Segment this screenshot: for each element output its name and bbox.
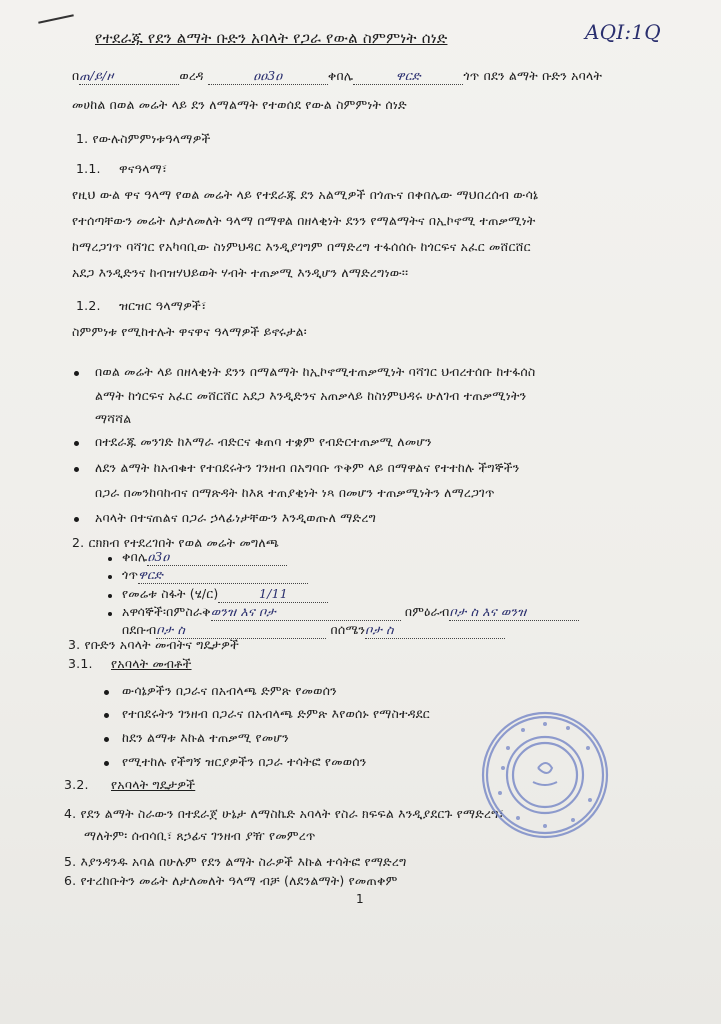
intro-line-2: መሀከል በወል መሬት ላይ ደን ለማልማት የተወሰደ የውል ስምምነት ሰነድ <box>72 97 407 112</box>
numbered-item-5: 5. እያንዳንዱ አባል በሁሉም የደን ልማት ስራዎች እኩል ተሳትፎ የማድረግ <box>64 854 407 869</box>
kebele-label: ቀበሌ <box>122 549 148 564</box>
got-field: ዋርድ <box>138 567 308 584</box>
region-field: ጠ/ይ/ዞ <box>79 68 179 85</box>
bullet-line: አባላት በተናጠልና በጋራ ኃላፊነታቸውን እንዲወጡለ ማድረግ <box>95 510 377 525</box>
numbered-item-4: 4. የደን ልማት ስራውን በተደራጀ ሁኔታ ለማስኬድ አባላት የስራ ክፍፍል እንዲያደርጉ የማድረግ፣ <box>64 806 505 821</box>
bullet-dot <box>108 612 112 616</box>
bullet-line: በጋራ በመንከባከብና በማጽዳት ከእጸ ተጠያቂነት ነጻ በመሆን ተጠቃሚነትን ለማረጋገጥ <box>95 485 495 500</box>
intro-line-1-rest: ጎጥ በደን ልማት ቡድን አባላት <box>463 68 603 83</box>
numbered-item-6: 6. የተረከቡትን መሬት ለታለመለት ዓላማ ብቻ (ለደንልማት) የመጠቀም <box>64 873 398 888</box>
bullet-dot <box>74 441 79 446</box>
got-field: ዋርድ <box>353 68 463 85</box>
kebele-label: ቀበሌ <box>327 68 354 83</box>
reference-number: AQI:1Q <box>585 20 661 44</box>
rights-item: የሚተከሉ የችግኝ ዝርያዎችን በጋራ ተሳትፎ የመወሰን <box>122 754 367 769</box>
page-number: 1 <box>356 892 364 906</box>
section-1-2-number: 1.2. <box>76 298 101 313</box>
bullet-dot <box>104 713 109 718</box>
prefix-ba: በ <box>72 68 80 83</box>
pen-mark <box>38 14 74 23</box>
west-label: በምዕራብ <box>404 604 450 619</box>
west-field: ቦታ ስ እና ወንዝ <box>449 604 579 621</box>
paragraph-line: የተሰጣቸውን መሬት ለታለመለት ዓላማ በማዋል በዘላቂነት ደንን የማልማትና በኢኮኖሚ ተጠቃሚነት <box>72 213 536 228</box>
north-field: ቦታ ስ <box>365 622 505 639</box>
bullet-line: ልማት ከጎርፍና አፈር መሸርሸር አደጋ እንዲድንና አጠቃላይ ከስነምህዳሩ ሁለገብ ተጠቃሚነትን <box>95 388 527 403</box>
intro-line-1 <box>72 68 602 85</box>
bullet-dot <box>108 557 112 561</box>
bullet-dot <box>108 594 112 598</box>
area-field: 1/11 <box>218 586 328 603</box>
east-field: ወንዝ እና ቦታ <box>211 604 401 621</box>
boundaries-label: አዋሳኞች፡በምስራቅ <box>122 604 211 619</box>
area-row <box>122 586 328 603</box>
section-3-1-title: የአባላት መብቶች <box>111 656 192 671</box>
bullet-dot <box>74 467 79 472</box>
area-label: የመሬቱ ስፋት (ሄ/ር) <box>122 586 219 601</box>
section-1-1-number: 1.1. <box>76 161 101 176</box>
section-3-2-number: 3.2. <box>64 777 89 792</box>
bullet-dot <box>108 575 112 579</box>
got-label: ጎጥ <box>122 567 139 582</box>
paragraph-line: አደጋ እንዲድንና ከብዝሃህይወት ሃብት ተጠቃሚ እንዲሆን ለማድረግነው፡፡ <box>72 265 409 280</box>
numbered-item-4-continued: ማለትም፡ ሰብሳቢ፣ ጸኃፊና ገንዘብ ያዥ የመምረጥ <box>84 828 316 843</box>
bullet-line: ማሻሻል <box>95 411 132 426</box>
woreda-label: ወረዳ <box>179 68 204 83</box>
bullet-line: በተደራጁ መንገድ ከእማራ ብድርና ቁጠባ ተቋም የብድርተጠቃሚ ለመሆን <box>95 434 432 449</box>
paragraph-line: የዚህ ውል ዋና ዓላማ የወል መሬት ላይ የተደራጁ ደን አልሚዎች በጎጡና በቀበሌው ማህበረሰብ ውሳኔ <box>72 187 539 202</box>
bullet-dot <box>74 371 79 376</box>
document-title: የተደራጁ የደን ልማት ቡድን አባላት የጋራ የውል ስምምነት ሰነድ <box>95 29 448 47</box>
section-1-2-intro: ስምምነቱ የሚከተሉት ዋናዋና ዓላማዎች ይኖሩታል፡ <box>72 324 307 339</box>
section-3-heading: 3. የቡድን አባላት መብትና ግዴታዎች <box>68 637 240 652</box>
section-1-heading: 1. የውሉስምምነቱዓላማዎች <box>76 131 211 146</box>
section-2-heading: 2. ርክክብ የተደረገበት የወል መሬት መግለጫ <box>72 535 280 550</box>
bullet-line: በወል መሬት ላይ በዘላቂነት ደንን በማልማት ከኢኮኖሚተጠቃሚነት ባሻገር ህብረተሰቡ ከተፋሰስ <box>95 364 536 379</box>
bullet-dot <box>104 761 109 766</box>
south-field: ቦታ ስ <box>156 622 326 639</box>
kebele-row <box>122 549 287 566</box>
paragraph-line: ከማረጋገጥ ባሻገር የአካባቢው ስነምህዳር እንዲያገግም በማድረግ ተፋሰሰሱ ከጎርፍና አፈር መሸርሸር <box>72 239 531 254</box>
bullet-dot <box>74 517 79 522</box>
south-label: በደቡብ <box>122 622 157 637</box>
bullet-dot <box>104 737 109 742</box>
boundary-row <box>122 604 579 621</box>
north-label: በሰሜን <box>330 622 366 637</box>
rights-item: የተበደሩትን ገንዘብ በጋራና በአብላጫ ድምጽ እየወሰኑ የማስተዳደር <box>122 706 430 721</box>
section-3-2-title: የአባላት ግዴታዎች <box>111 777 196 792</box>
section-1-1-title: ዋናዓላማ፣ <box>119 161 168 176</box>
woreda-field: ዐዐ3ዐ <box>208 68 328 85</box>
section-3-1-number: 3.1. <box>68 656 93 671</box>
rights-item: ከደን ልማቱ እኩል ተጠቃሚ የመሆን <box>122 730 289 745</box>
rights-item: ውሳኔዎችን በጋራና በአብላጫ ድምጽ የመወሰን <box>122 683 337 698</box>
kebele-field: ዐ3ዐ <box>147 549 287 566</box>
got-row <box>122 567 308 584</box>
section-1-2-title: ዝርዝር ዓላማዎች፣ <box>119 298 207 313</box>
bullet-line: ለደን ልማት ከአብቁተ የተበደሩትን ገንዘብ በአግባቡ ጥቅም ላይ በማዋልና የተተከሉ ችግኞችን <box>95 460 520 475</box>
official-stamp <box>478 708 613 843</box>
bullet-dot <box>104 690 109 695</box>
